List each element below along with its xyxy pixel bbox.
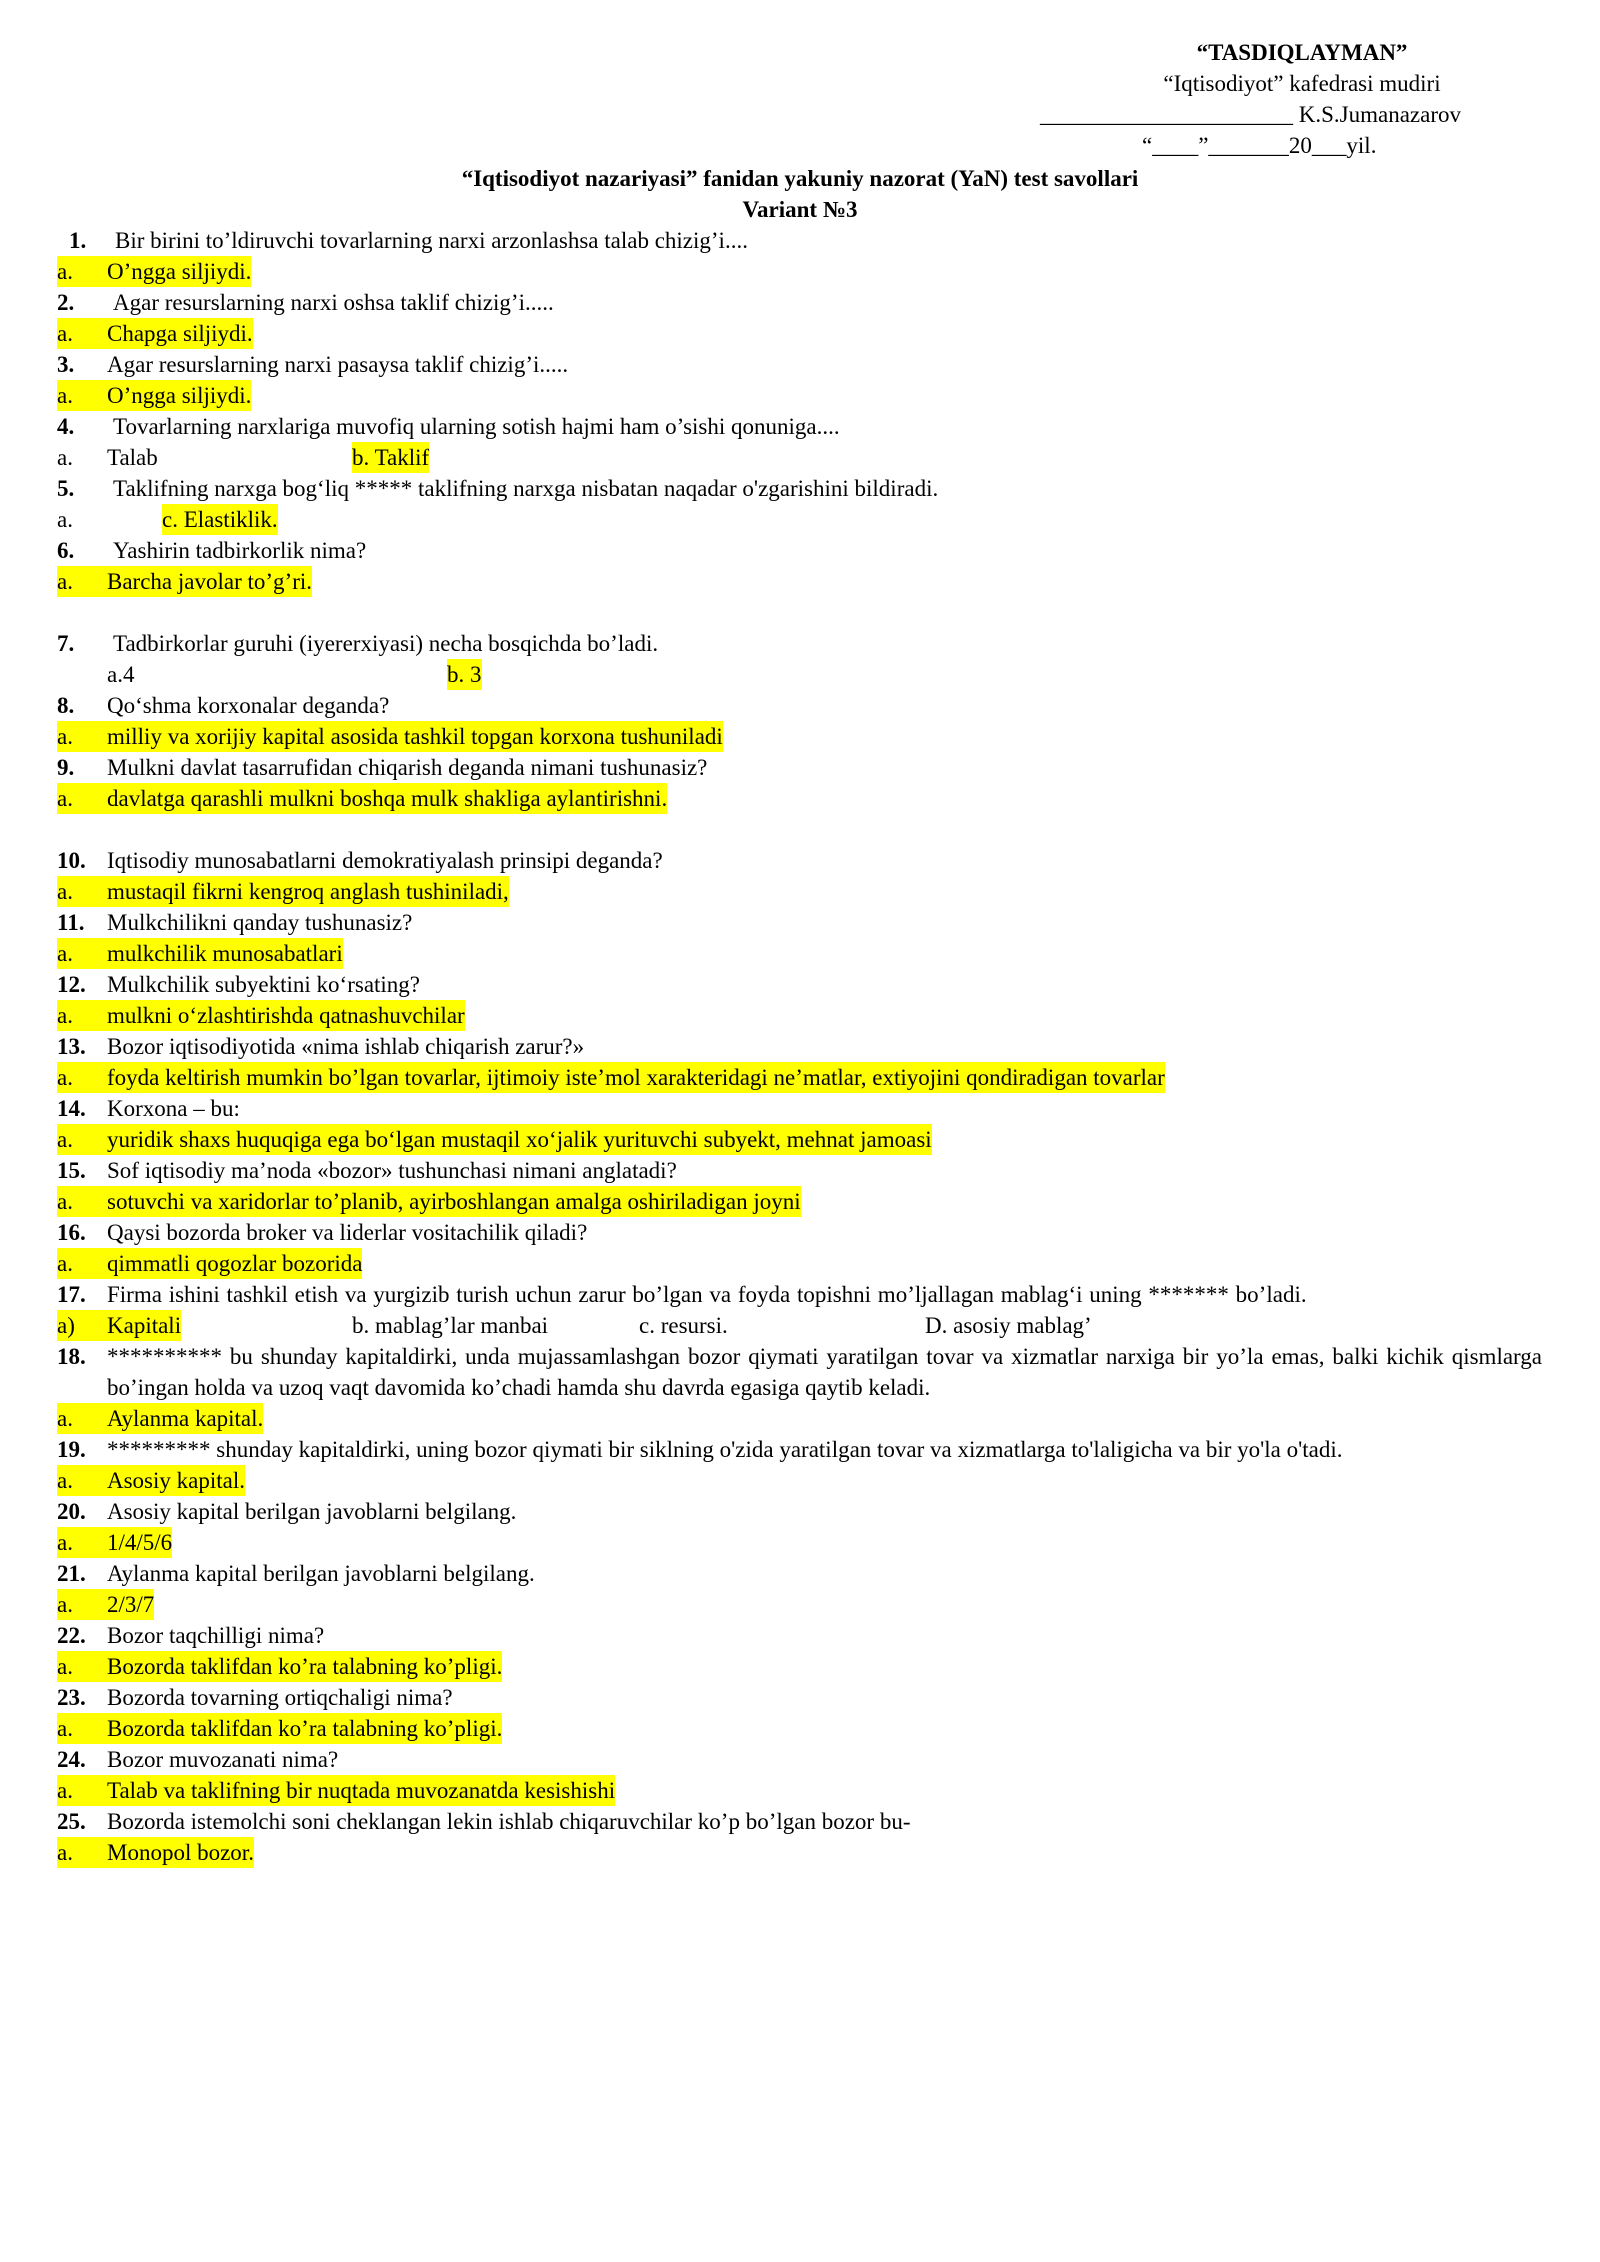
answer-4: [57, 442, 1542, 473]
answer-23: [57, 1713, 1542, 1744]
question-text: Bozor muvozanati nima?: [107, 1747, 339, 1772]
option-letter: a.: [57, 321, 73, 346]
correct-answer: sotuvchi va xaridorlar to’planib, ayirboshlangan amalga oshiriladigan joyni: [107, 1189, 801, 1214]
question-3: [57, 349, 1542, 380]
answer-19: [57, 1465, 1542, 1496]
question-number: 15.: [57, 1158, 86, 1183]
question-number: 6.: [57, 538, 75, 563]
question-number: 16.: [57, 1220, 86, 1245]
question-4: [57, 411, 1542, 442]
correct-answer: O’ngga siljiydi.: [107, 259, 252, 284]
question-text: ********* shunday kapitaldirki, uning bozor qiymati bir siklning o'zida yaratilgan tovar va xizmatlarga to'laligicha va bir yo'la o'tadi.: [107, 1437, 1343, 1462]
option-a: Talab: [107, 445, 158, 470]
option-letter: a.: [57, 1468, 73, 1493]
answer-25: [57, 1837, 1542, 1868]
question-text: Sof iqtisodiy ma’noda «bozor» tushunchasi nimani anglatadi?: [107, 1158, 677, 1183]
question-text: Firma ishini tashkil etish va yurgizib turish uchun zarur bo’lgan va foyda topishni mo’ljallagan mablag‘i uning ******* bo’ladi.: [107, 1282, 1307, 1307]
question-list: [57, 225, 1542, 1868]
question-number: 23.: [57, 1685, 86, 1710]
question-number: 13.: [57, 1034, 86, 1059]
question-23: [57, 1682, 1542, 1713]
answer-22: [57, 1651, 1542, 1682]
approval-block: [1040, 37, 1580, 161]
answer-2: [57, 318, 1542, 349]
option-letter: a): [57, 1313, 75, 1338]
correct-answer: Barcha javolar to’g’ri.: [107, 569, 312, 594]
option-letter: a.: [57, 1065, 73, 1090]
option-letter: a.: [57, 383, 73, 408]
option-letter: a.: [57, 1778, 73, 1803]
correct-answer: qimmatli qogozlar bozorida: [107, 1251, 363, 1276]
answer-6: [57, 566, 1542, 597]
option-letter: a.: [57, 879, 73, 904]
question-text: Bozorda tovarning ortiqchaligi nima?: [107, 1685, 453, 1710]
approval-title: “TASDIQLAYMAN”: [1196, 40, 1408, 65]
correct-answer: yuridik shaxs huquqiga ega bo‘lgan mustaqil xo‘jalik yurituvchi subyekt, mehnat jamoasi: [107, 1127, 932, 1152]
question-number: 19.: [57, 1437, 86, 1462]
correct-answer: c. Elastiklik.: [162, 504, 278, 535]
option-c: c. resursi.: [639, 1313, 728, 1338]
page-title: “Iqtisodiyot nazariyasi” fanidan yakuniy nazorat (YaN) test savollari: [461, 166, 1139, 191]
option-letter: a.: [57, 1127, 73, 1152]
question-18: [57, 1341, 1542, 1403]
answer-9: [57, 783, 1542, 814]
question-7: [57, 628, 1542, 659]
answer-20: [57, 1527, 1542, 1558]
question-text: Qaysi bozorda broker va liderlar vositachilik qiladi?: [107, 1220, 588, 1245]
option-letter: a.: [57, 1840, 73, 1865]
answer-5: [57, 504, 1542, 535]
correct-answer: Kapitali: [107, 1313, 182, 1338]
question-9: [57, 752, 1542, 783]
correct-answer: mulkchilik munosabatlari: [107, 941, 343, 966]
question-number: 20.: [57, 1499, 86, 1524]
correct-answer: 1/4/5/6: [107, 1530, 173, 1555]
correct-answer: Bozorda taklifdan ko’ra talabning ko’pligi.: [107, 1716, 503, 1741]
correct-answer: b. Taklif: [352, 442, 429, 473]
option-letter: a.: [57, 1251, 73, 1276]
question-21: [57, 1558, 1542, 1589]
correct-answer: milliy va xorijiy kapital asosida tashkil topgan korxona tushuniladi: [107, 724, 723, 749]
option-letter: a.: [57, 1189, 73, 1214]
correct-answer: foyda keltirish mumkin bo’lgan tovarlar, ijtimoiy iste’mol xarakteridagi ne’matlar, extiyojini qondiradigan tovarlar: [107, 1065, 1165, 1090]
question-text: Asosiy kapital berilgan javoblarni belgilang.: [107, 1499, 517, 1524]
answer-8: [57, 721, 1542, 752]
question-14: [57, 1093, 1542, 1124]
question-number: 18.: [57, 1344, 86, 1369]
question-text: Bozor iqtisodiyotida «nima ishlab chiqarish zarur?»: [107, 1034, 585, 1059]
question-8: [57, 690, 1542, 721]
question-number: 12.: [57, 972, 86, 997]
question-text: Mulkchilik subyektini ko‘rsating?: [107, 972, 421, 997]
question-text: Bozorda istemolchi soni cheklangan lekin ishlab chiqaruvchilar ko’p bo’lgan bozor bu-: [107, 1809, 911, 1834]
option-letter: a.: [57, 569, 73, 594]
question-text: Agar resurslarning narxi pasaysa taklif chizig’i.....: [107, 352, 569, 377]
answer-13: [57, 1062, 1542, 1093]
answer-14: [57, 1124, 1542, 1155]
option-letter: a.: [57, 259, 73, 284]
option-letter: a.: [57, 941, 73, 966]
question-text: Mulkchilikni qanday tushunasiz?: [107, 910, 413, 935]
question-15: [57, 1155, 1542, 1186]
question-19: [57, 1434, 1542, 1465]
question-22: [57, 1620, 1542, 1651]
question-number: 14.: [57, 1096, 86, 1121]
question-11: [57, 907, 1542, 938]
correct-answer: Bozorda taklifdan ko’ra talabning ko’pligi.: [107, 1654, 503, 1679]
question-12: [57, 969, 1542, 1000]
question-17: [57, 1279, 1542, 1310]
question-number: 9.: [57, 755, 75, 780]
correct-answer: davlatga qarashli mulkni boshqa mulk shakliga aylantirishni.: [107, 786, 668, 811]
question-number: 22.: [57, 1623, 86, 1648]
question-5: [57, 473, 1542, 504]
answer-21: [57, 1589, 1542, 1620]
option-letter: a.: [57, 445, 73, 470]
answer-10: [57, 876, 1542, 907]
answer-18: [57, 1403, 1542, 1434]
test-title: [0, 163, 1600, 225]
answer-11: [57, 938, 1542, 969]
correct-answer: 2/3/7: [107, 1592, 155, 1617]
question-text: ********** bu shunday kapitaldirki, unda mujassamlashgan bozor qiymati yaratilgan tovar va xizmatlar narxiga bir yo’la emas, balki kichik qismlarga bo’ingan holda va uzoq vaqt davomida ko’chadi hamda shu davrda egasiga qaytib keladi.: [107, 1344, 1542, 1400]
correct-answer: mustaqil fikrni kengroq anglash tushiniladi,: [107, 879, 509, 904]
option-letter: a.: [57, 1716, 73, 1741]
option-letter: a.: [57, 786, 73, 811]
question-text: Bir birini to’ldiruvchi tovarlarning narxi arzonlashsa talab chizig’i....: [115, 228, 748, 253]
question-number: 2.: [57, 290, 75, 315]
answer-12: [57, 1000, 1542, 1031]
question-text: Iqtisodiy munosabatlarni demokratiyalash prinsipi deganda?: [107, 848, 663, 873]
question-text: Bozor taqchilligi nima?: [107, 1623, 325, 1648]
question-number: 8.: [57, 693, 75, 718]
answer-7: [57, 659, 1542, 690]
question-number: 21.: [57, 1561, 86, 1586]
option-a: a.4: [107, 662, 135, 687]
question-number: 10.: [57, 848, 86, 873]
question-16: [57, 1217, 1542, 1248]
answer-1: [57, 256, 1542, 287]
question-13: [57, 1031, 1542, 1062]
approval-date: “____”_______20___yil.: [1142, 133, 1377, 158]
question-text: Mulkni davlat tasarrufidan chiqarish deganda nimani tushunasiz?: [107, 755, 708, 780]
question-text: Taklifning narxga bog‘liq ***** taklifning narxga nisbatan naqadar o'zgarishini bildiradi.: [113, 476, 939, 501]
question-number: 7.: [57, 631, 75, 656]
correct-answer: Aylanma kapital.: [107, 1406, 264, 1431]
correct-answer: Chapga siljiydi.: [107, 321, 253, 346]
question-text: Yashirin tadbirkorlik nima?: [113, 538, 367, 563]
option-letter: a.: [57, 1406, 73, 1431]
question-text: Qo‘shma korxonalar deganda?: [107, 693, 390, 718]
question-number: 3.: [57, 352, 75, 377]
question-text: Korxona – bu:: [107, 1096, 240, 1121]
question-number: 5.: [57, 476, 75, 501]
option-letter: a.: [57, 1003, 73, 1028]
option-b: b. mablag’lar manbai: [352, 1313, 549, 1338]
question-text: Aylanma kapital berilgan javoblarni belgilang.: [107, 1561, 535, 1586]
question-number: 11.: [57, 910, 85, 935]
question-text: Tovarlarning narxlariga muvofiq ularning sotish hajmi ham o’sishi qonuniga....: [113, 414, 840, 439]
question-6: [57, 535, 1542, 566]
correct-answer: mulkni o‘zlashtirishda qatnashuvchilar: [107, 1003, 465, 1028]
correct-answer: Asosiy kapital.: [107, 1468, 245, 1493]
question-10: [57, 845, 1542, 876]
variant-label: Variant №3: [742, 197, 858, 222]
question-number: 25.: [57, 1809, 86, 1834]
question-text: Tadbirkorlar guruhi (iyererxiyasi) necha bosqichda bo’ladi.: [113, 631, 659, 656]
question-number: 4.: [57, 414, 75, 439]
question-number: 1.: [69, 228, 87, 253]
question-number: 24.: [57, 1747, 86, 1772]
option-letter: a.: [57, 724, 73, 749]
approval-signature: ______________________ K.S.Jumanazarov: [1040, 102, 1461, 127]
question-2: [57, 287, 1542, 318]
answer-16: [57, 1248, 1542, 1279]
answer-24: [57, 1775, 1542, 1806]
answer-17: [57, 1310, 1542, 1341]
question-25: [57, 1806, 1542, 1837]
correct-answer: Monopol bozor.: [107, 1840, 254, 1865]
correct-answer: Talab va taklifning bir nuqtada muvozanatda kesishishi: [107, 1778, 616, 1803]
option-letter: a.: [57, 507, 73, 532]
question-20: [57, 1496, 1542, 1527]
question-24: [57, 1744, 1542, 1775]
option-d: D. asosiy mablag’: [925, 1313, 1092, 1338]
question-number: 17.: [57, 1282, 86, 1307]
question-1: [57, 225, 1542, 256]
approval-role: “Iqtisodiyot” kafedrasi mudiri: [1163, 71, 1441, 96]
option-letter: a.: [57, 1654, 73, 1679]
spacer: [57, 814, 1542, 845]
option-letter: a.: [57, 1530, 73, 1555]
correct-answer: b. 3: [447, 659, 482, 690]
answer-3: [57, 380, 1542, 411]
correct-answer: O’ngga siljiydi.: [107, 383, 252, 408]
spacer: [57, 597, 1542, 628]
question-text: Agar resurslarning narxi oshsa taklif chizig’i.....: [113, 290, 554, 315]
option-letter: a.: [57, 1592, 73, 1617]
answer-15: [57, 1186, 1542, 1217]
